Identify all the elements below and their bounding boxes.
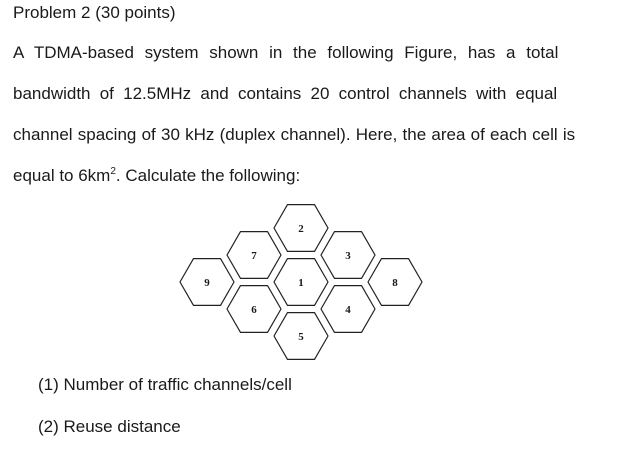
hex-cell-label: 8 xyxy=(392,277,398,289)
question-2: (2) Reuse distance xyxy=(38,417,181,436)
hex-cell-label: 6 xyxy=(251,304,257,316)
problem-text-line-2: bandwidth of 12.5MHz and contains 20 control channels with equal xyxy=(13,84,558,103)
area-exponent: 2 xyxy=(110,166,116,177)
problem-text-line-3: channel spacing of 30 kHz (duplex channel). Here, the area of each cell is xyxy=(13,125,576,144)
problem-title: Problem 2 (30 points) xyxy=(13,3,176,22)
hex-cell-label: 4 xyxy=(345,304,351,316)
hex-cell-label: 3 xyxy=(345,250,351,262)
hex-cell-label: 2 xyxy=(298,223,304,235)
hex-cell-label: 1 xyxy=(298,277,304,289)
problem-text-line-4-start: equal to 6km xyxy=(13,166,111,185)
hex-cell-label: 5 xyxy=(298,331,304,343)
problem-text-line-4-end: . Calculate the following: xyxy=(115,166,301,185)
question-1: (1) Number of traffic channels/cell xyxy=(38,375,292,394)
hex-cell-label: 9 xyxy=(204,277,210,289)
problem-text-line-1: A TDMA-based system shown in the following Figure, has a total xyxy=(13,43,559,62)
hex-cell-label: 7 xyxy=(251,250,257,262)
